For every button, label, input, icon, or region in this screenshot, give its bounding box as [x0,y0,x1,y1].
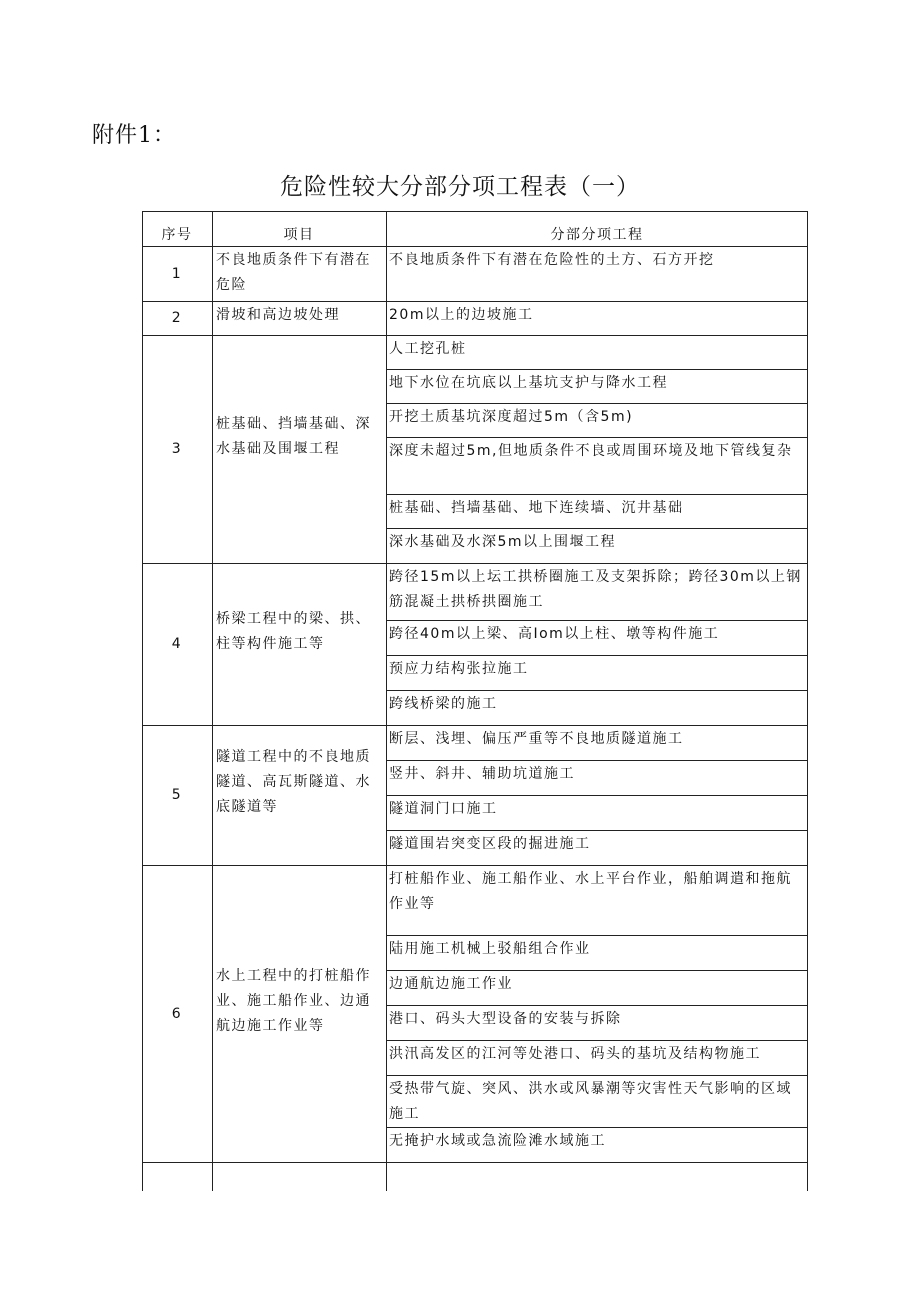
attachment-label: 附件1： [92,123,176,148]
row-number: 4 [171,636,183,652]
sub-item: 陆用施工机械上驳船组合作业 [389,941,591,957]
sub-item: 跨径40m以上梁、高Iom以上柱、墩等构件施工 [389,626,720,642]
sub-item: 深水基础及水深5m以上围堰工程 [389,534,617,550]
sub-item: 预应力结构张拉施工 [389,661,529,677]
sub-item-divider [386,970,808,971]
sub-item-divider [386,1127,808,1128]
sub-item: 人工挖孔桩 [389,341,467,357]
sub-item-divider [386,935,808,936]
row-project: 桩基础、挡墙基础、深水基础及围堰工程 [216,415,371,457]
group-divider [142,725,808,726]
sub-item: 跨径15m以上坛工拱桥圈施工及支架拆除；跨径30m以上钢筋混凝土拱桥拱圈施工 [389,569,802,610]
sub-item: 不良地质条件下有潜在危险性的土方、石方开挖 [389,252,715,268]
sub-item-divider [386,1040,808,1041]
column-divider-1 [212,211,213,1191]
sub-item: 竖井、斜井、辅助坑道施工 [389,766,575,782]
sub-item-divider [386,760,808,761]
table-border-right [807,211,808,1191]
sub-item: 跨线桥梁的施工 [389,696,498,712]
sub-item: 无掩护水域或急流险滩水域施工 [389,1133,606,1149]
sub-item: 断层、浅埋、偏压严重等不良地质隧道施工 [389,731,684,747]
sub-item: 港口、码头大型设备的安装与拆除 [389,1011,622,1027]
table-border-top [142,211,808,212]
sub-item: 受热带气旋、突风、洪水或风暴潮等灾害性天气影响的区域施工 [389,1081,792,1122]
sub-item-divider [386,655,808,656]
sub-item-divider [386,528,808,529]
sub-item-divider [386,369,808,370]
sub-item-divider [386,494,808,495]
sub-item: 隧道洞门口施工 [389,801,498,817]
sub-item-divider [386,1005,808,1006]
row-number: 1 [171,265,183,282]
header-row-divider [142,246,808,247]
row-number: 6 [171,1005,183,1022]
sub-item: 洪汛高发区的江河等处港口、码头的基坑及结构物施工 [389,1046,761,1062]
sub-item-divider [386,620,808,621]
sub-item: 隧道围岩突变区段的掘进施工 [389,836,591,852]
column-divider-2 [386,211,387,1191]
sub-item-divider [386,795,808,796]
group-divider [142,335,808,336]
group-divider [142,865,808,866]
row-project: 水上工程中的打桩船作业、施工船作业、边通航边施工作业等 [216,967,371,1034]
sub-item: 桩基础、挡墙基础、地下连续墙、沉井基础 [389,500,684,516]
sub-item: 打桩船作业、施工船作业、水上平台作业，船舶调遣和拖航作业等 [389,871,792,912]
row-project: 桥梁工程中的梁、拱、柱等构件施工等 [216,610,371,652]
group-divider [142,301,808,302]
sub-item-divider [386,830,808,831]
header-no: 序号 [161,227,193,243]
page-title: 危险性较大分部分项工程表（一） [280,174,640,200]
sub-item: 地下水位在坑底以上基坑支护与降水工程 [389,375,668,391]
header-project: 项目 [283,227,315,243]
group-divider [142,563,808,564]
group-divider [142,1162,808,1163]
row-project: 滑坡和高边坡处理 [216,307,340,323]
row-number: 2 [171,310,183,326]
row-number: 5 [171,787,183,803]
table-border-left [142,211,143,1191]
sub-item-divider [386,437,808,438]
row-project: 隧道工程中的不良地质隧道、高瓦斯隧道、水底隧道等 [216,749,371,815]
sub-item-divider [386,690,808,691]
sub-item: 边通航边施工作业 [389,976,513,992]
sub-item: 深度未超过5m,但地质条件不良或周围环境及地下管线复杂 [389,443,793,459]
sub-item-divider [386,1075,808,1076]
hazard-table [142,211,808,1191]
row-number: 3 [171,441,183,457]
row-project: 不良地质条件下有潜在危险 [216,252,371,293]
sub-item-divider [386,403,808,404]
header-sub-items: 分部分项工程 [550,227,644,243]
sub-item: 开挖土质基坑深度超过5m（含5m) [389,409,634,425]
sub-item: 20m以上的边坡施工 [389,307,534,323]
